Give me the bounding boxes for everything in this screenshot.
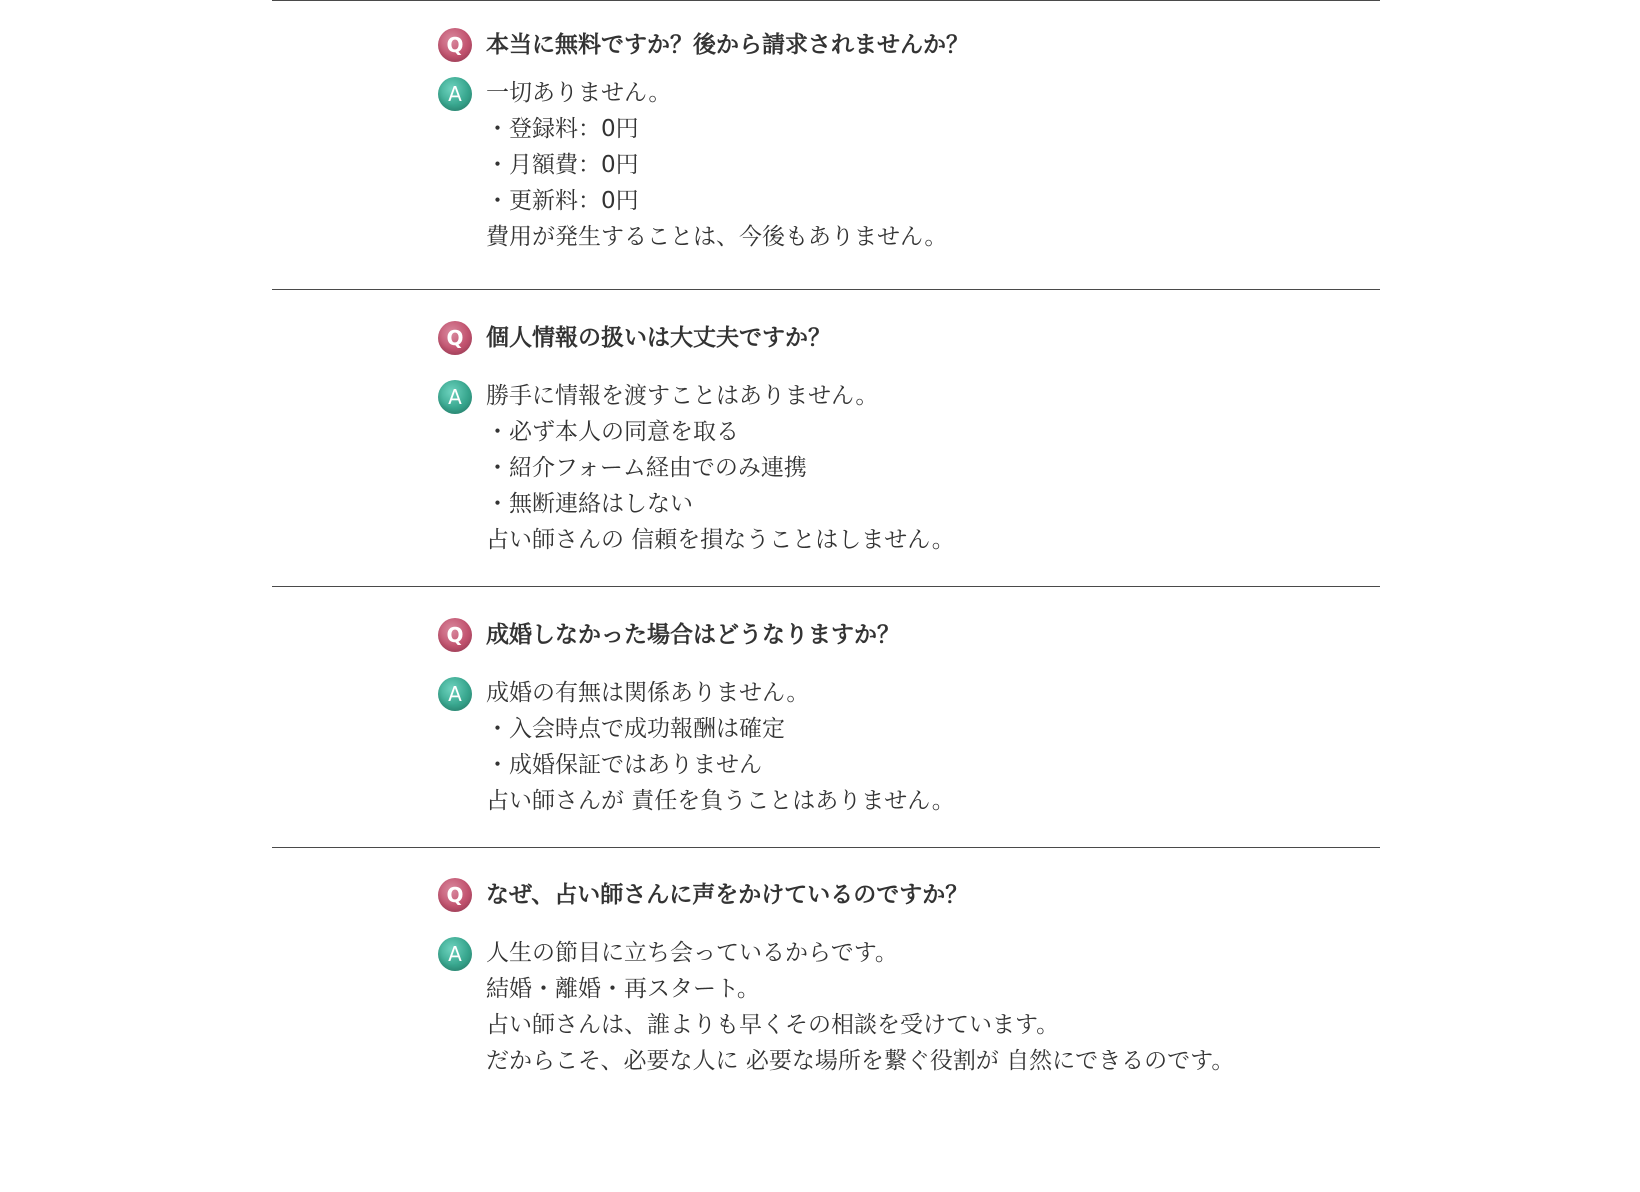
q-badge-icon: Q [438,28,472,62]
q-badge-icon: Q [438,321,472,355]
faq-divider-3 [272,847,1380,848]
answer-row [438,378,1338,558]
a-badge-icon: A [438,677,472,711]
q-badge-icon: Q [438,618,472,652]
answer-row [438,75,1338,255]
answer-text [486,378,1338,558]
answer-line: 人生の節目に立ち会っているからです。 [486,940,898,966]
answer-line: ・月額費：0円 [486,152,639,178]
answer-line: ・必ず本人の同意を取る [486,419,739,445]
question-row [438,617,1338,653]
answer-line: 占い師さんが 責任を負うことはありません。 [486,788,955,814]
answer-row [438,935,1338,1079]
faq-item-2 [438,320,1338,558]
answer-line: 勝手に情報を渡すことはありません。 [486,383,879,409]
question-row [438,877,1338,913]
answer-text [486,75,1338,255]
a-badge-icon: A [438,380,472,414]
answer-line: 結婚・離婚・再スタート。 [486,976,760,1002]
answer-line: 占い師さんの 信頼を損なうことはしません。 [486,527,955,553]
answer-line: 費用が発生することは、今後もありません。 [486,224,948,250]
question-text: 個人情報の扱いは大丈夫ですか？ [486,325,831,351]
faq-divider-2 [272,586,1380,587]
faq-divider-1 [272,289,1380,290]
question-text: 本当に無料ですか？後から請求されませんか？ [486,32,969,58]
answer-text [486,675,1338,819]
q-badge-icon: Q [438,878,472,912]
a-badge-icon: A [438,937,472,971]
answer-line: ・更新料：0円 [486,188,639,214]
answer-line: 一切ありません。 [486,80,672,106]
answer-line: ・入会時点で成功報酬は確定 [486,716,785,742]
faq-item-3 [438,617,1338,819]
answer-line: だからこそ、必要な人に 必要な場所を繋ぐ役割が 自然にできるのです。 [486,1048,1235,1074]
answer-line: ・成婚保証ではありません [486,752,762,778]
faq-item-4 [438,877,1338,1079]
faq-item-1 [438,27,1338,255]
answer-row [438,675,1338,819]
answer-line: ・登録料：0円 [486,116,639,142]
top-divider [272,0,1380,1]
question-text: 成婚しなかった場合はどうなりますか？ [486,622,900,648]
answer-line: 成婚の有無は関係ありません。 [486,680,810,706]
question-row [438,320,1338,356]
answer-text [486,935,1338,1079]
a-badge-icon: A [438,77,472,111]
answer-line: 占い師さんは、誰よりも早くその相談を受けています。 [486,1012,1060,1038]
question-text: なぜ、占い師さんに声をかけているのですか？ [486,882,969,908]
answer-line: ・無断連絡はしない [486,491,693,517]
answer-line: ・紹介フォーム経由でのみ連携 [486,455,807,481]
question-row [438,27,1338,63]
